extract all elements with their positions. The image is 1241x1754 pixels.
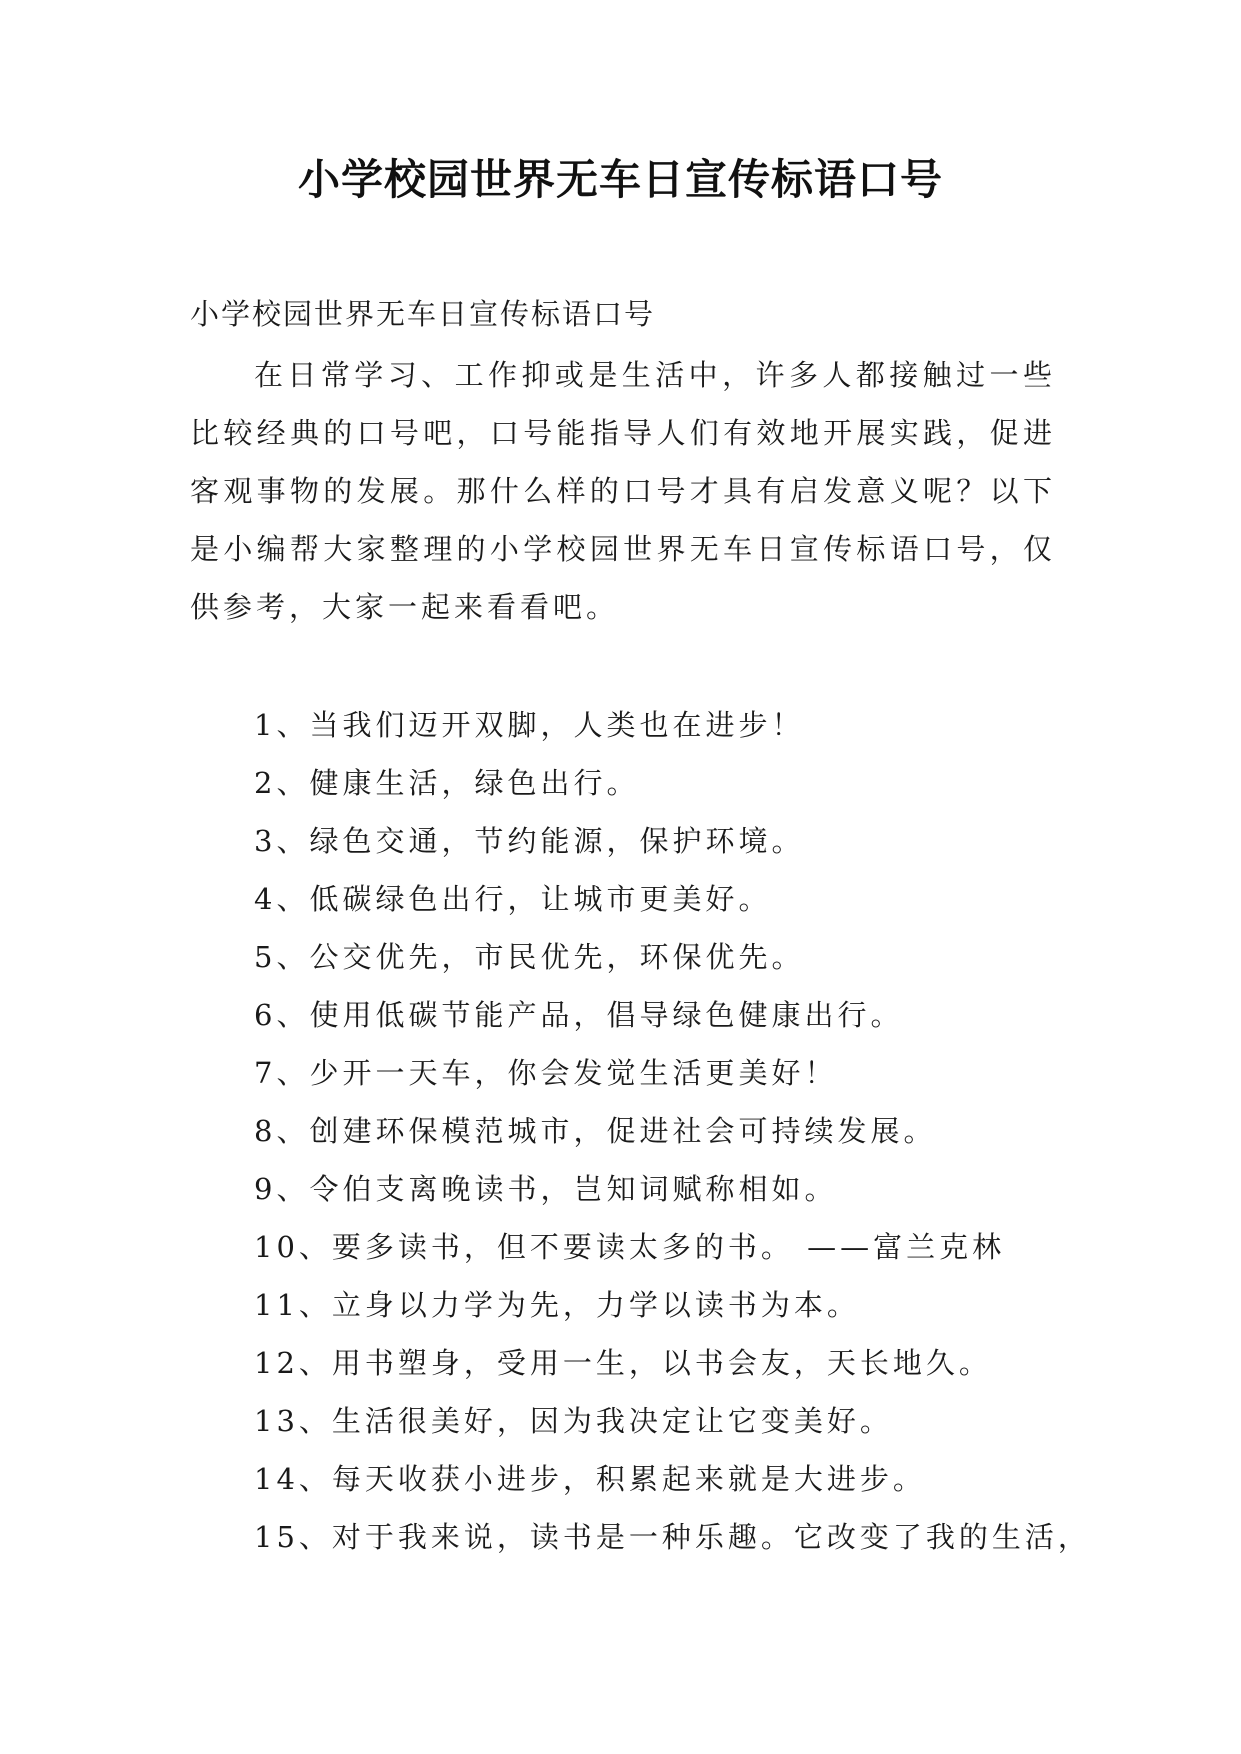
list-item: 5、公交优先，市民优先，环保优先。 [254, 940, 805, 974]
list-item: 14、每天收获小进步，积累起来就是大进步。 [254, 1462, 926, 1496]
list-item: 7、少开一天车，你会发觉生活更美好！ [254, 1056, 838, 1090]
list-item: 4、低碳绿色出行，让城市更美好。 [254, 882, 772, 916]
list-item: 3、绿色交通，节约能源，保护环境。 [254, 824, 805, 858]
list-item: 8、创建环保模范城市，促进社会可持续发展。 [254, 1114, 937, 1148]
slogan-list [254, 696, 1091, 1566]
list-item: 9、令伯支离晚读书，岂知词赋称相如。 [254, 1172, 838, 1206]
list-item: 12、用书塑身，受用一生，以书会友，天长地久。 [254, 1346, 992, 1380]
list-item: 11、立身以力学为先，力学以读书为本。 [254, 1288, 860, 1322]
document-subtitle: 小学校园世界无车日宣传标语口号 [190, 297, 656, 331]
list-item: 15、对于我来说，读书是一种乐趣。它改变了我的生活， [254, 1520, 1091, 1554]
page-title: 小学校园世界无车日宣传标语口号 [297, 155, 943, 204]
intro-paragraph: 在日常学习、工作抑或是生活中，许多人都接触过一些比较经典的口号吧，口号能指导人们有效地开展实践，促进客观事物的发展。那什么样的口号才具有启发意义呢？以下是小编帮大家整理的小学校园世界无车日宣传标语口号，仅供参考，大家一起来看看吧。 [190, 358, 1056, 624]
list-item: 10、要多读书，但不要读太多的书。 ——富兰克林 [254, 1230, 1006, 1264]
list-item: 6、使用低碳节能产品，倡导绿色健康出行。 [254, 998, 904, 1032]
list-item: 1、当我们迈开双脚，人类也在进步！ [254, 708, 805, 742]
list-item: 13、生活很美好，因为我决定让它变美好。 [254, 1404, 893, 1438]
list-item: 2、健康生活，绿色出行。 [254, 766, 640, 800]
